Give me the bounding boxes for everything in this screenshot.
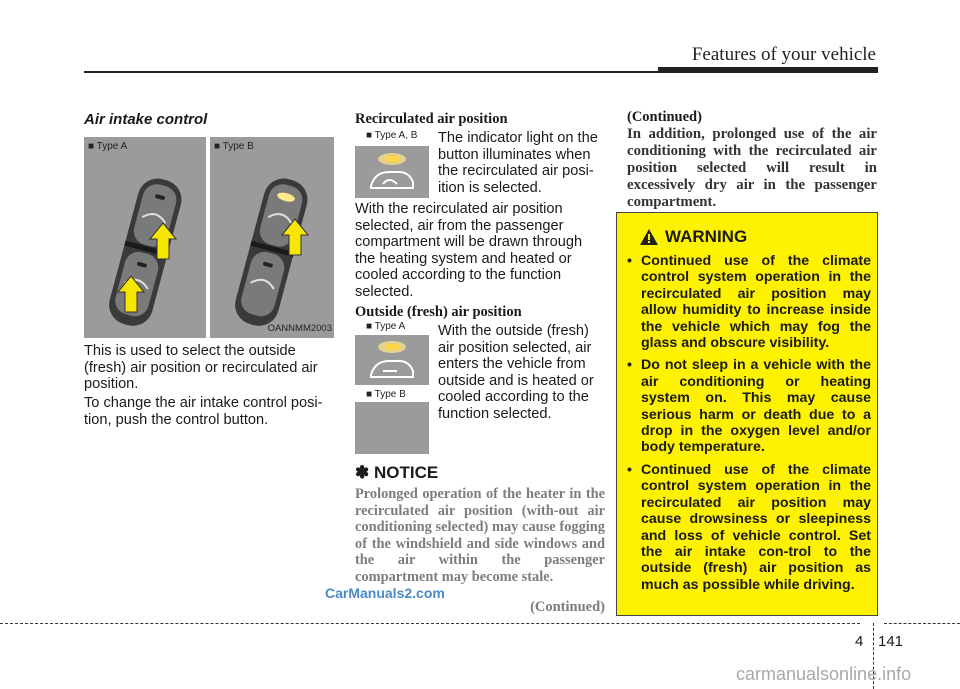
continued-label: (Continued) — [530, 599, 605, 615]
chapter-number: 4 — [855, 633, 864, 650]
recirc-button-image — [355, 146, 429, 198]
watermark-online: carmanualsonline.info — [736, 664, 912, 684]
right-continued-head: (Continued) — [627, 109, 702, 125]
instruction-paragraph: To change the air intake control posi-tion, push the control button. — [84, 395, 323, 428]
recirc-indicator-text: The indicator light on the button illuminates when the recirculated air posi-ition is selected. — [438, 130, 598, 196]
type-b-label: ■ Type B — [214, 141, 254, 152]
type-b-image-panel — [210, 137, 334, 338]
watermark-carmanuals: CarManuals2.com — [325, 585, 445, 601]
outside-heading: Outside (fresh) air position — [355, 304, 522, 320]
bullet-icon: • — [627, 253, 632, 269]
warning-list — [621, 253, 871, 599]
footer-dash-right — [884, 623, 960, 624]
outside-button-image-a — [355, 335, 429, 385]
header-rule — [84, 71, 658, 73]
recirc-type-label: ■ Type A, B — [366, 130, 418, 141]
recirc-heading: Recirculated air position — [355, 111, 508, 127]
outside-text: With the outside (fresh) air position selected, air enters the vehicle from outside and is heated or cooled according to the function selected. — [438, 323, 594, 422]
warning-item — [621, 357, 871, 455]
right-continued-body: In addition, prolonged use of the air conditioning with the recirculated air position selected will result in excessively dry air in the passenger compartment. — [627, 126, 877, 210]
upper-arrow-icon — [148, 221, 178, 261]
outside-button-image-b — [355, 402, 429, 454]
intro-paragraph: This is used to select the outside (fresh) air position or recirculated air position. — [84, 343, 318, 392]
bullet-icon: • — [627, 357, 632, 374]
header-rule-bar — [658, 67, 878, 73]
warning-item-text: Continued use of the climate control system operation in the recirculated air position may cause drowsiness or sleepiness and loss of vehicle control. Set the air intake con-trol to the outside (fresh) air position as much as possible while driving. — [641, 461, 871, 593]
recirc-indicator-icon — [355, 146, 429, 198]
type-a-image-panel — [84, 137, 206, 338]
warning-header — [639, 227, 747, 247]
outside-indicator-icon — [355, 335, 429, 385]
warning-title: WARNING — [665, 227, 748, 246]
warning-item — [621, 462, 871, 593]
footer-dash-left — [0, 623, 860, 624]
notice-body: Prolonged operation of the heater in the recirculated air position (with-out air conditioning selected) may cause fogging of the windshield and side windows and the air within the passenger compartment may become stale. — [355, 486, 605, 585]
warning-item-text: Continued use of the climate control system operation in the recirculated air position may allow humidity to increase inside the vehicle which may fog the glass and obscure visibility. — [641, 253, 871, 352]
section-title: Air intake control — [84, 111, 208, 128]
header-title: Features of your vehicle — [691, 44, 876, 65]
page-number: 141 — [878, 633, 904, 650]
outside-type-a-label: ■ Type A — [366, 321, 406, 332]
notice-title: ✽ NOTICE — [355, 463, 439, 482]
lower-arrow-icon — [116, 274, 146, 314]
image-code: OANNMM2003 — [267, 323, 332, 334]
warning-item — [621, 253, 871, 351]
recirc-body: With the recirculated air position selected, air from the passenger compartment will be drawn through the heating system and heated or cooled according to the function selected. — [355, 201, 583, 300]
type-b-arrow-icon — [280, 217, 310, 257]
warning-box — [616, 212, 878, 616]
warning-item-text: Do not sleep in a vehicle with the air conditioning or heating system on. This may cause serious harm or death due to a drop in the oxygen level and/or body temperature. — [641, 357, 871, 456]
warning-icon — [639, 228, 659, 246]
type-a-label: ■ Type A — [88, 141, 128, 152]
bullet-icon: • — [627, 461, 632, 478]
outside-type-b-label: ■ Type B — [366, 389, 406, 400]
switch-type-b-illustration — [210, 137, 334, 338]
